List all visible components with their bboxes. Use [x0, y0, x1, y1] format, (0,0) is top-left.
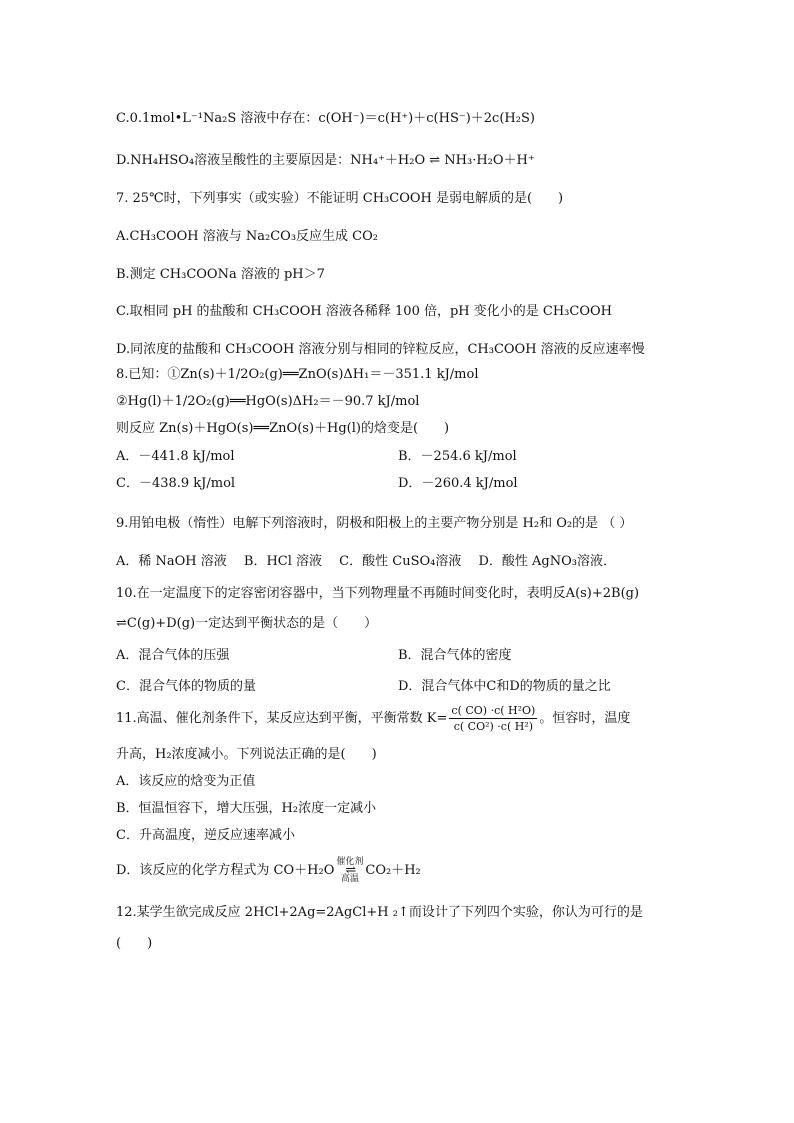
question-9: 9.用铂电极（惰性）电解下列溶液时，阴极和阳极上的主要产物分别是 H₂和 O₂的是 （ ）	[116, 516, 633, 531]
q11d-suffix: CO₂＋H₂	[365, 863, 421, 878]
q7-option-c: C.取相同 pH 的盐酸和 CH₃COOH 溶液各稀释 100 倍，pH 变化小的是 CH₃COOH	[116, 304, 612, 319]
fraction-denominator: c( CO²) ·c( H²)	[453, 720, 534, 733]
q8-stem: 则反应 Zn(s)＋HgO(s)══ZnO(s)＋Hg(l)的焓变是( )	[116, 421, 450, 436]
equilibrium-fraction	[449, 703, 537, 734]
q11-option-a: A．该反应的焓变为正值	[116, 774, 256, 789]
question-10: 10.在一定温度下的定容密闭容器中，当下列物理量不再随时间变化时，表明反A(s)+2B(g)	[116, 586, 640, 601]
q8-option-d: D．－260.4 kJ/mol	[398, 476, 518, 491]
question-7: 7. 25℃时，下列事实（或实验）不能证明 CH₃COOH 是弱电解质的是( )	[116, 191, 564, 206]
q11-option-b: B．恒温恒容下，增大压强，H₂浓度一定减小	[116, 801, 377, 816]
question-12: 12.某学生欲完成反应 2HCl+2Ag=2AgCl+H ₂↑而设计了下列四个实验，你认为可行的是	[116, 905, 643, 920]
q7-option-a: A.CH₃COOH 溶液与 Na₂CO₃反应生成 CO₂	[116, 229, 378, 244]
q7-option-d: D.同浓度的盐酸和 CH₃COOH 溶液分别与相同的锌粒反应，CH₃COOH 溶液的反应速率慢	[116, 342, 645, 357]
question-11	[116, 702, 630, 736]
q7-option-b: B.测定 CH₃COONa 溶液的 pH＞7	[116, 267, 325, 282]
reversible-arrow-with-conditions	[336, 858, 363, 884]
q11-option-d	[116, 856, 421, 886]
catalyst-label: 催化剂	[336, 856, 364, 867]
q8-option-a: A．－441.8 kJ/mol	[116, 449, 235, 464]
q10-option-c: C．混合气体的物质的量	[116, 679, 256, 694]
q8-option-b: B．－254.6 kJ/mol	[398, 449, 517, 464]
q10-option-d: D．混合气体中C和D的物质的量之比	[398, 679, 611, 694]
fraction-numerator: c( CO) ·c( H²O)	[451, 704, 536, 717]
q9-options: A．稀 NaOH 溶液 B．HCl 溶液 C．酸性 CuSO₄溶液 D．酸性 AgNO₃溶液．	[116, 554, 616, 569]
q11-option-c: C．升高温度，逆反应速率减小	[116, 828, 295, 843]
question-8: 8.已知：①Zn(s)＋1/2O₂(g)══ZnO(s)ΔH₁＝－351.1 kJ/mol	[116, 367, 479, 382]
line-d-option: D.NH₄HSO₄溶液呈酸性的主要原因是：NH₄⁺＋H₂O ⇌ NH₃·H₂O＋H⁺	[116, 153, 535, 168]
q10-stem-cont: ⇌C(g)+D(g)一定达到平衡状态的是（ ）	[116, 616, 378, 631]
q11-prefix: 11.高温、催化剂条件下，某反应达到平衡，平衡常数 K=	[116, 711, 448, 726]
q10-option-a: A．混合气体的压强	[116, 648, 230, 663]
q8-equation-2: ②Hg(l)＋1/2O₂(g)══HgO(s)ΔH₂＝－90.7 kJ/mol	[116, 394, 420, 409]
equilibrium-arrow-icon: ⇌	[345, 862, 355, 878]
q11d-prefix: D．该反应的化学方程式为 CO＋H₂O	[116, 863, 335, 878]
q8-option-c: C．－438.9 kJ/mol	[116, 476, 236, 491]
q10-option-b: B．混合气体的密度	[398, 648, 512, 663]
q11-suffix: 。恒容时，温度	[539, 711, 631, 726]
q11-stem-cont: 升高，H₂浓度减小。下列说法正确的是( )	[116, 747, 377, 762]
high-temp-label: 高温	[340, 873, 359, 884]
line-c-option: C.0.1mol•L⁻¹Na₂S 溶液中存在：c(OH⁻)＝c(H⁺)＋c(HS⁻)＋2c(H₂S)	[116, 111, 535, 126]
q12-answer-blank: ( )	[116, 936, 153, 951]
